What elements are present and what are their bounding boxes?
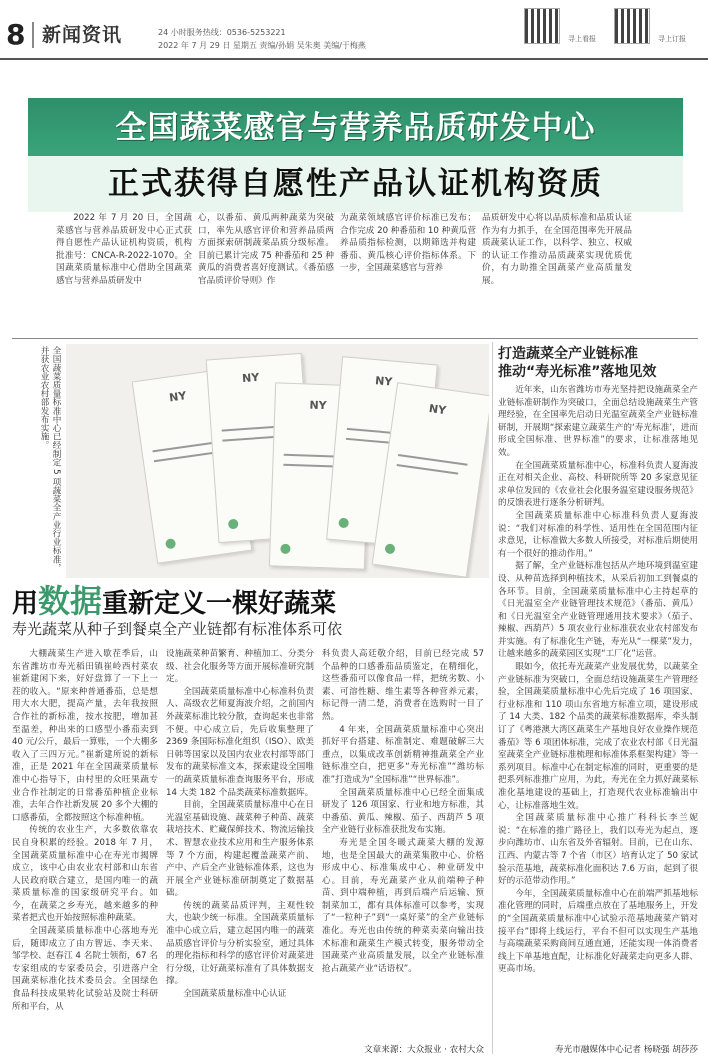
right-article-body <box>498 384 698 1040</box>
photo-caption: 全国蔬菜质量标准中心已经制定 5 项蔬菜全产业行业标准，并获农业农村部发布实施。 <box>39 346 61 572</box>
main-para: 全国蔬菜质量标准中心已经全面集成研发了 126 项国家、行业和地方标准，其中番茄、黄瓜、辣椒、茄子、西葫芦 5 项全产业链行业标准获批发布实施。 <box>322 787 484 836</box>
main-column-1 <box>12 648 158 1054</box>
qr-code-right[interactable] <box>614 8 650 44</box>
section-title: 新闻资讯 <box>32 22 122 48</box>
qr-code-left[interactable] <box>524 8 560 44</box>
booklet-1-label: NY <box>168 389 188 405</box>
right-title-line2: 推动“寿光标准”落地见效 <box>498 364 657 380</box>
banner-title-line2: 正式获得自愿性产品认证机构资质 <box>108 166 603 202</box>
main-column-3 <box>322 648 484 1042</box>
right-para: 全国蔬菜质量标准中心推广科科长李兰妮说：“在标准的推广路径上，我们以寿光为起点，逐步向潍坊市、山东省及外省辐射。目前，已在山东、江西、内蒙古等 7 个省（市区）培育认定了 50 家试验示范基地，蔬菜标准化面积达 7.6 万亩，起到了很好的示范带动作用。” <box>498 813 698 887</box>
main-para: 传统的蔬菜品质评判，主观性较大，也缺少统一标准。全国蔬菜质量标准中心成立后，建立起国内唯一的蔬菜品质感官评价与分析实验室，通过具体的理化指标和科学的感官评价对蔬菜进行分级，让好蔬菜标准有了具体数据支撑。 <box>166 900 314 987</box>
booklet-2-label: NY <box>241 370 260 386</box>
date-line: 2022 年 7 月 29 日 星期五 责编/孙娟 吴朱奥 美编/于梅燕 <box>158 41 366 50</box>
page-number: 8 <box>6 18 26 51</box>
qr-left-label: 寻上看报 <box>568 35 596 43</box>
main-para: 全国蔬菜质量标准中心认证 <box>183 989 287 1000</box>
header-rule <box>0 58 708 60</box>
banner-title-line1: 全国蔬菜感官与营养品质研发中心 <box>115 110 596 146</box>
right-article-title <box>498 345 698 381</box>
main-source: 文章来源：大众报业 · 农村大众 <box>364 1045 484 1055</box>
lead-column-2: 心，以番茄、黄瓜两种蔬菜为突破口，率先从感官评价和营养品质两方面探索研制蔬菜品质分级标准。目前已累计完成 75 种番茄和 25 种黄瓜的消费者喜好度测试。《番茄感官品质评价导则》作 <box>198 213 334 286</box>
main-para: 科负责人高廷敬介绍，目前已经完成 57 个品种的口感番茄品质鉴定，在精细化，这些番茄可以像食品一样，把统劣数、小素、可溶性糖、维生素等各种营养元素，标记得一清二楚，消费者在选购时一目了然。 <box>322 649 484 722</box>
title-highlight: 数据 <box>38 582 103 620</box>
main-para: 全国蔬菜质量标准中心落地寿光后，随即成立了由方智远、李天来、邹学校、赵春江 4 名院士领衔，67 名专家组成的专家委员会，引进落户全国蔬菜标准化技术委员会。全国绿色食品科技成果转化试验站及院士科研所和平台，从 <box>12 926 158 1012</box>
main-para: 4 年来，全国蔬菜质量标准中心突出抓好平台搭建、标准制定、难题破解三大重点，以集成改革创新精神推蔬菜全产业链标准空白，把更多“寿光标准”“潍坊标准”打造成为“全国标准”“世界标准”。 <box>322 724 484 785</box>
main-para: 全国蔬菜质量标准中心标准科负责人、高级农艺师夏海波介绍，之前国内外蔬菜标准比较分散，查询起来也非常不便。中心成立后，先后收集整理了 2369 条国际标准化组织（ISO）、欧美日韩等国家以及国内农业农村部等部门发布的蔬菜标准文本，探索建设全国唯一的蔬菜质量标准查询服务平台，形成 14 大类 182 个品类蔬菜标准数据库。 <box>166 686 314 798</box>
right-para: 在全国蔬菜质量标准中心，标准科负责人夏海波正在对相关企业、高校、科研院所等 20 多家意见征求单位发回的《农业社会化服务温室建设服务规范》的反馈表进行逐条分析研判。 <box>498 460 698 509</box>
booklet-4-label: NY <box>374 374 393 389</box>
right-title-line1: 打造蔬菜全产业链标准 <box>498 346 638 362</box>
main-para: 大棚蔬菜生产进入歇茬季后，山东省潍坊市寿光稻田镇崔岭西村菜农崔新建闲下来，好好盘算了一下上一茬的收入。“原来种普通番茄，总是想用大水大肥，提高产量，去年我按照合作社的新标准，按水按肥，增加甚至温差，种出来的口感型小番茄卖到 40 元/公斤，最后一算账，一个大棚多收入了三四万元。”崔新建所说的新标准，正是 2021 年在全国蔬菜质量标准中心指导下，由村里的众旺果蔬专业合作社制定的日常番茄种植企业标准，去年合作社新发展 20 多个大棚的口感番茄，全都按照这个标准种植。 <box>12 649 158 823</box>
column-divider <box>492 342 493 1054</box>
qr-right-label: 寻上订报 <box>658 35 686 43</box>
booklet-5-label: NY <box>428 401 447 418</box>
main-para: 设施蔬菜种苗繁育、种植加工、分类分级、社会化服务等方面开展标准研究制定。 <box>166 649 314 685</box>
title-post: 重新定义一棵好蔬菜 <box>102 589 337 619</box>
lead-column-3: 为蔬菜领域感官评价标准已发布；合作完成 20 种番茄和 10 种黄瓜营养品质指标检测，以期筛选并构建番茄、黄瓜核心评价指标体系。下一步，全国蔬菜感官与营养 <box>340 213 476 274</box>
title-pre: 用 <box>12 589 39 619</box>
right-para: 据了解，全产业链标准包括从产地环境到温室建设、从种苗选择到种植技术，从采后初加工到餐桌的各环节。目前，全国蔬菜质量标准中心主持起草的《日光温室全产业链管理技术规范》（番茄、黄瓜）和《日光温室全产业链管理通用技术要求》（茄子、辣椒、西葫芦）5 项农业行业标准获农业农村部发布并实施。有了标准化生产链，寿光从“一棵菜”发力，让越来越多的蔬菜园区实现“工厂化”运营。 <box>498 561 698 660</box>
right-para: 近年来，山东省潍坊市寿光坚持把设施蔬菜全产业链标准研制作为突破口，全面总结设施蔬菜生产管理经验，在全国率先启动日光温室蔬菜全产业链标准研制，开展期“探索建立蔬菜生产的‘寿光标准’，进而形成全国标准、世界标准”的要求，让标准落地见效。 <box>498 385 698 458</box>
main-para: 寿光是全国冬暖式蔬菜大棚的发源地，也是全国最大的蔬菜集散中心、价格形成中心、标准集成中心、种业研发中心。目前，寿光蔬菜产业从前端种子种苗、到中端种植，再到后端产后运输、预制菜加工，都有具体标准可以参考，实现了“一粒种子”到“一桌好菜”的全产业链标准化。寿光也由传统的种菜卖菜向输出技术标准和蔬菜生产模式转变，服务带动全国蔬菜产业高质量发展，以全产业链标准抢占蔬菜产业“话语权”。 <box>322 837 484 974</box>
right-para: 今年，全国蔬菜质量标准中心在前端严抓基地标准化管理的同时，后端重点放在了基地服务上，开发的“全国蔬菜质量标准中心试验示范基地蔬菜产销对接平台”即将上线运行，平台不但可以实现生产基地与高端蔬菜采购商间互通直通，还能实现一体消费者线上下单基地直配，让标准化好蔬菜走向更多人群、更高市场。 <box>498 888 698 975</box>
lead-rule <box>12 338 698 339</box>
standards-booklets-photo <box>66 344 489 578</box>
main-para: 目前，全国蔬菜质量标准中心在日光温室基础设施、蔬菜种子种苗、蔬菜栽培技术、贮藏保鲜技术、物流运输技术、智慧农业技术应用和生产服务体系等 7 个方面，构建起覆盖蔬菜产前、产中、产后全产业链标准体系，这也为开展全产业链标准研制奠定了数据基础。 <box>166 800 314 899</box>
right-byline: 寿光市融媒体中心记者 杨晓强 胡莎莎 <box>555 1045 698 1055</box>
main-column-2 <box>166 648 314 1054</box>
right-para: 全国蔬菜质量标准中心标准科负责人夏海波说：“我们对标准的科学性、适用性在全国范围内征求意见，让标准做大多数人所接受，对标准后期使用有一个很好的推动作用。” <box>498 510 698 559</box>
main-para: 传统的农业生产，大多数依靠农民自身积累的经验。2018 年 7 月，全国蔬菜质量标准中心在寿光市揭牌成立，该中心由农业农村部和山东省人民政府联合建立，是国内唯一的蔬菜质量标准的国家级研究平台。如今，在蔬菜之乡寿光，越来越多的种菜者把式也开始按照标准种蔬菜。 <box>12 825 158 924</box>
hotline: 24 小时服务热线：0536-5253221 <box>158 28 286 37</box>
booklet-3-label: NY <box>309 398 327 413</box>
lead-column-4: 品质研发中心将以品质标准和品质认证作为有力抓手，在全国范围率先开展品质蔬菜认证工作，以科学、独立、权威的认证工作推动品质蔬菜实现优质优价，有力助推全国蔬菜产业高质量发展。 <box>482 213 632 286</box>
right-para: 眼如今，依托寿光蔬菜产业发展优势，以蔬菜全产业链标准为突破口，全面总结设施蔬菜生产管理经验，全国蔬菜质量标准中心先后完成了 16 项国家、行业标准和 110 项山东省地方标准立项，建设形成了 14 大类、182 个品类的蔬菜标准数据库，牵头制订了《粤港澳大湾区蔬菜生产基地良好农业操作规范番茄》等 6 项团体标准，完成了农业农村部《日光温室蔬菜全产业链标准梳理和标准体系框架构建》等一系列项目。标准中心在制定标准的同时，更重要的是把系列标准推广应用，为此，寿光在全力抓好蔬菜标准化基地建设的基础上，打造现代农业标准输出中心，让标准落地生效。 <box>498 662 698 811</box>
lead-column-1: 2022 年 7 月 20 日，全国蔬菜感官与营养品质研发中心正式获得自愿性产品认证机构资质，机构批准号：CNCA-R-2022-1070。全国蔬菜质量标准中心借助全国蔬菜感官与营养品质研发中 <box>56 213 192 286</box>
main-article-title <box>12 584 336 621</box>
main-article-subtitle: 寿光蔬菜从种子到餐桌全产业链都有标准体系可依 <box>12 620 343 638</box>
